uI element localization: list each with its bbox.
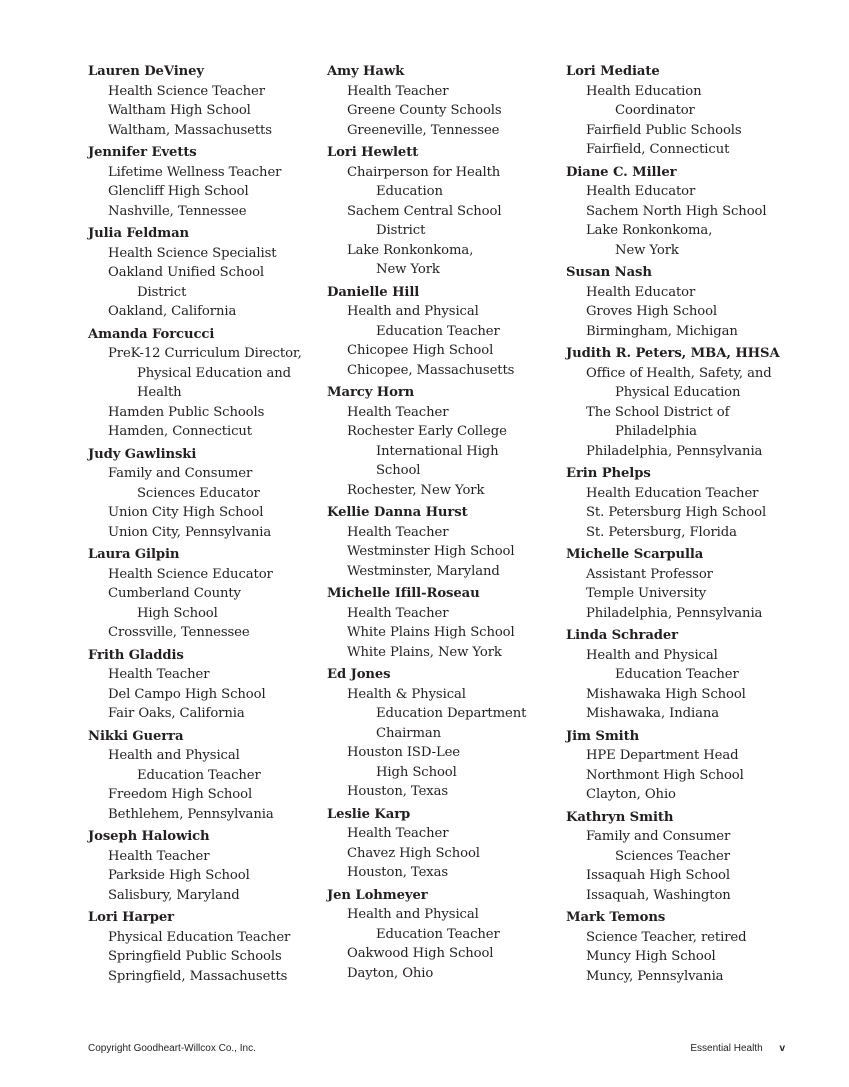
- reviewer-detail-line: Oakland Unified School: [108, 265, 265, 280]
- reviewer-name: Amy Hawk: [327, 64, 405, 79]
- reviewer-detail-line: Education Teacher: [376, 323, 500, 339]
- reviewer-detail-line: Physical Education and: [137, 365, 292, 381]
- reviewer-detail-line: New York: [615, 242, 679, 258]
- reviewer-entry: [566, 62, 801, 160]
- reviewer-detail-line: Springfield Public Schools: [108, 949, 282, 964]
- reviewer-name: Erin Phelps: [566, 466, 651, 481]
- reviewer-detail-line: Health Science Specialist: [108, 245, 277, 261]
- reviewer-entry: [88, 62, 323, 140]
- reviewer-detail-line: Bethlehem, Pennsylvania: [108, 806, 274, 822]
- reviewer-name: Mark Temons: [566, 910, 666, 925]
- reviewer-detail-line: Chicopee High School: [347, 343, 494, 358]
- reviewer-detail-line: Nashville, Tennessee: [108, 203, 247, 219]
- reviewer-detail-line: Sachem Central School: [347, 203, 502, 219]
- reviewer-detail-line: Sachem North High School: [586, 203, 767, 219]
- reviewer-name: Jim Smith: [566, 728, 640, 744]
- reviewer-detail-line: Muncy, Pennsylvania: [586, 968, 724, 984]
- reviewer-detail-line: Union City, Pennsylvania: [108, 524, 272, 540]
- reviewer-detail-line: High School: [137, 605, 218, 621]
- reviewer-detail-line: Fairfield, Connecticut: [586, 142, 730, 157]
- reviewer-detail-line: Health and Physical: [347, 907, 479, 922]
- reviewer-detail-line: Health Teacher: [347, 826, 449, 841]
- reviewer-name: Marcy Horn: [327, 385, 415, 400]
- reviewer-name: Lori Hewlett: [327, 145, 419, 160]
- reviewer-entry: [566, 163, 801, 261]
- reviewer-detail-line: Del Campo High School: [108, 686, 266, 702]
- reviewer-detail-line: Health Education Teacher: [586, 485, 759, 501]
- footer-right: [690, 1043, 785, 1054]
- reviewer-detail-line: Mishawaka High School: [586, 686, 746, 702]
- reviewer-detail-line: Oakland, California: [108, 304, 237, 319]
- reviewer-name: Nikki Guerra: [88, 728, 184, 744]
- reviewer-detail-line: Philadelphia, Pennsylvania: [586, 443, 763, 459]
- reviewer-entry: [566, 626, 801, 724]
- reviewer-detail-line: Westminster High School: [347, 544, 515, 559]
- reviewer-detail-line: Philadelphia: [615, 424, 697, 439]
- reviewer-detail-line: Health Teacher: [108, 667, 210, 682]
- reviewer-detail-line: Fairfield Public Schools: [586, 122, 742, 138]
- reviewer-detail-line: Family and Consumer: [586, 829, 731, 844]
- reviewer-detail-line: Union City High School: [108, 505, 264, 520]
- reviewer-detail-line: Health Educator: [586, 184, 696, 199]
- reviewer-detail-line: Lifetime Wellness Teacher: [108, 164, 282, 180]
- reviewer-detail-line: Groves High School: [586, 304, 718, 319]
- reviewer-detail-line: Health Teacher: [347, 83, 449, 99]
- reviewer-entry: [566, 263, 801, 341]
- reviewer-name: Judith R. Peters, MBA, HHSA: [566, 346, 780, 361]
- reviewer-detail-line: Houston ISD-Lee: [347, 745, 461, 760]
- reviewer-detail-line: Health & Physical: [347, 686, 466, 702]
- reviewer-detail-line: Chavez High School: [347, 845, 480, 861]
- reviewer-detail-line: Northmont High School: [586, 767, 744, 783]
- reviewer-detail-line: Health Science Educator: [108, 566, 273, 582]
- reviewer-detail-line: Education Teacher: [137, 767, 261, 783]
- reviewer-entry: [566, 908, 801, 986]
- reviewer-detail-line: Clayton, Ohio: [586, 787, 676, 802]
- reviewer-entry: [327, 805, 562, 883]
- reviewer-detail-line: Hamden, Connecticut: [108, 424, 252, 439]
- reviewer-detail-line: Health Teacher: [347, 404, 449, 420]
- reviewer-detail-line: Muncy High School: [586, 949, 716, 964]
- column-1: [88, 62, 323, 989]
- reviewer-entry: [327, 886, 562, 984]
- reviewer-detail-line: Lake Ronkonkoma,: [347, 242, 474, 258]
- reviewer-detail-line: Education Teacher: [615, 667, 739, 682]
- reviewer-detail-line: Chicopee, Massachusetts: [347, 362, 515, 378]
- reviewer-detail-line: Chairperson for Health: [347, 164, 501, 180]
- reviewer-name: Diane C. Miller: [566, 164, 677, 180]
- reviewer-name: Michelle Scarpulla: [566, 547, 704, 562]
- reviewer-entry: [327, 584, 562, 662]
- reviewer-name: Joseph Halowich: [88, 829, 210, 844]
- reviewer-detail-line: Health Teacher: [347, 605, 449, 621]
- reviewer-detail-line: Office of Health, Safety, and: [586, 365, 772, 381]
- reviewer-name: Judy Gawlinski: [88, 446, 197, 462]
- reviewer-detail-line: Sciences Educator: [137, 485, 260, 501]
- column-3: [566, 62, 801, 989]
- reviewer-detail-line: Temple University: [586, 586, 707, 601]
- reviewer-detail-line: Waltham, Massachusetts: [108, 122, 272, 138]
- reviewer-detail-line: White Plains, New York: [347, 644, 502, 660]
- reviewer-detail-line: White Plains High School: [347, 625, 515, 640]
- reviewer-detail-line: Oakwood High School: [347, 946, 494, 961]
- reviewer-detail-line: The School District of: [586, 404, 730, 420]
- reviewer-detail-line: Rochester Early College: [347, 424, 507, 439]
- reviewer-detail-line: Chairman: [376, 725, 442, 741]
- reviewer-entry: [566, 464, 801, 542]
- reviewer-detail-line: Physical Education: [615, 385, 741, 400]
- page-number: v: [779, 1043, 785, 1054]
- reviewer-detail-line: Assistant Professor: [586, 566, 713, 582]
- reviewer-detail-line: Science Teacher, retired: [586, 929, 747, 945]
- reviewer-detail-line: Family and Consumer: [108, 466, 253, 481]
- reviewer-detail-line: Health and Physical: [586, 647, 718, 663]
- reviewer-detail-line: Glencliff High School: [108, 184, 249, 199]
- reviewer-detail-line: District: [137, 284, 187, 300]
- reviewer-detail-line: Westminster, Maryland: [347, 563, 500, 579]
- reviewer-detail-line: International High: [376, 443, 499, 459]
- reviewer-detail-line: PreK-12 Curriculum Director,: [108, 346, 302, 361]
- reviewer-name: Kathryn Smith: [566, 809, 674, 825]
- reviewer-detail-line: Health and Physical: [347, 304, 479, 319]
- reviewer-name: Susan Nash: [566, 265, 652, 280]
- reviewer-detail-line: Physical Education Teacher: [108, 929, 291, 945]
- reviewer-name: Julia Feldman: [88, 226, 190, 241]
- reviewer-name: Jen Lohmeyer: [327, 887, 428, 903]
- reviewer-detail-line: Hamden Public Schools: [108, 404, 265, 420]
- reviewer-detail-line: Greene County Schools: [347, 103, 502, 118]
- copyright-text: Copyright Goodheart-Willcox Co., Inc.: [88, 1043, 256, 1054]
- reviewer-entry: [566, 808, 801, 906]
- reviewer-name: Danielle Hill: [327, 284, 420, 300]
- reviewer-detail-line: Education: [376, 184, 443, 199]
- reviewer-detail-line: Rochester, New York: [347, 482, 485, 498]
- reviewer-detail-line: Health Teacher: [347, 524, 449, 540]
- reviewer-entry: [88, 827, 323, 905]
- reviewer-detail-line: Salisbury, Maryland: [108, 887, 240, 903]
- reviewer-entry: [566, 727, 801, 805]
- reviewer-detail-line: New York: [376, 262, 440, 277]
- reviewer-entry: [327, 503, 562, 581]
- reviewer-entry: [566, 545, 801, 623]
- reviewer-name: Lori Harper: [88, 910, 175, 925]
- reviewer-detail-line: Fair Oaks, California: [108, 706, 245, 721]
- reviewer-detail-line: Issaquah High School: [586, 868, 730, 883]
- reviewer-detail-line: Issaquah, Washington: [586, 887, 731, 903]
- reviewer-entry: [88, 908, 323, 986]
- reviewer-name: Frith Gladdis: [88, 647, 184, 663]
- reviewer-entry: [88, 545, 323, 643]
- reviewer-detail-line: Health Teacher: [108, 848, 210, 864]
- reviewer-detail-line: School: [376, 463, 421, 478]
- reviewer-name: Linda Schrader: [566, 628, 679, 643]
- reviewer-detail-line: Health: [137, 385, 182, 400]
- reviewer-name: Amanda Forcucci: [88, 326, 215, 342]
- reviewer-entry: [327, 62, 562, 140]
- reviewer-detail-line: High School: [376, 764, 457, 780]
- reviewer-entry: [327, 283, 562, 381]
- reviewer-detail-line: Dayton, Ohio: [347, 965, 434, 981]
- reviewer-detail-line: Freedom High School: [108, 787, 253, 802]
- reviewer-entry: [327, 143, 562, 280]
- reviewer-detail-line: Houston, Texas: [347, 784, 449, 799]
- reviewer-detail-line: Health Science Teacher: [108, 83, 265, 99]
- reviewer-detail-line: Coordinator: [615, 103, 695, 118]
- reviewer-detail-line: Mishawaka, Indiana: [586, 706, 720, 721]
- reviewer-entry: [88, 646, 323, 724]
- reviewer-detail-line: Sciences Teacher: [615, 848, 730, 864]
- book-title: Essential Health: [690, 1043, 763, 1054]
- reviewer-detail-line: Philadelphia, Pennsylvania: [586, 605, 763, 621]
- reviewer-entry: [88, 143, 323, 221]
- reviewer-detail-line: Education Department: [376, 706, 527, 721]
- reviewer-detail-line: St. Petersburg, Florida: [586, 524, 737, 540]
- column-2: [327, 62, 562, 986]
- reviewer-entry: [88, 325, 323, 442]
- reviewer-detail-line: Crossville, Tennessee: [108, 625, 250, 640]
- reviewer-detail-line: Houston, Texas: [347, 865, 449, 880]
- reviewer-detail-line: District: [376, 223, 426, 238]
- reviewer-detail-line: Birmingham, Michigan: [586, 323, 738, 339]
- reviewer-detail-line: Health Education: [586, 83, 702, 99]
- reviewer-name: Michelle Ifill-Roseau: [327, 586, 480, 601]
- reviewer-detail-line: Parkside High School: [108, 868, 250, 883]
- reviewer-entry: [327, 665, 562, 802]
- reviewer-entry: [88, 224, 323, 322]
- reviewer-name: Leslie Karp: [327, 806, 411, 822]
- reviewer-name: Jennifer Evetts: [88, 145, 197, 160]
- reviewer-entry: [88, 445, 323, 543]
- reviewer-detail-line: Waltham High School: [108, 103, 251, 118]
- reviewer-name: Lori Mediate: [566, 64, 660, 79]
- reviewer-name: Kellie Danna Hurst: [327, 505, 468, 520]
- reviewer-entry: [88, 727, 323, 825]
- reviewer-detail-line: Greeneville, Tennessee: [347, 122, 500, 138]
- reviewer-detail-line: Health Educator: [586, 284, 696, 300]
- reviewer-entry: [327, 383, 562, 500]
- reviewer-name: Lauren DeViney: [88, 64, 204, 79]
- reviewer-detail-line: Springfield, Massachusetts: [108, 968, 288, 984]
- reviewer-detail-line: St. Petersburg High School: [586, 505, 767, 520]
- reviewer-detail-line: Lake Ronkonkoma,: [586, 223, 713, 238]
- reviewer-detail-line: Cumberland County: [108, 586, 241, 601]
- reviewer-detail-line: Education Teacher: [376, 926, 500, 942]
- reviewer-name: Laura Gilpin: [88, 547, 180, 562]
- reviewer-entry: [566, 344, 801, 461]
- reviewer-name: Ed Jones: [327, 667, 391, 682]
- reviewer-detail-line: HPE Department Head: [586, 748, 739, 763]
- reviewer-detail-line: Health and Physical: [108, 748, 240, 763]
